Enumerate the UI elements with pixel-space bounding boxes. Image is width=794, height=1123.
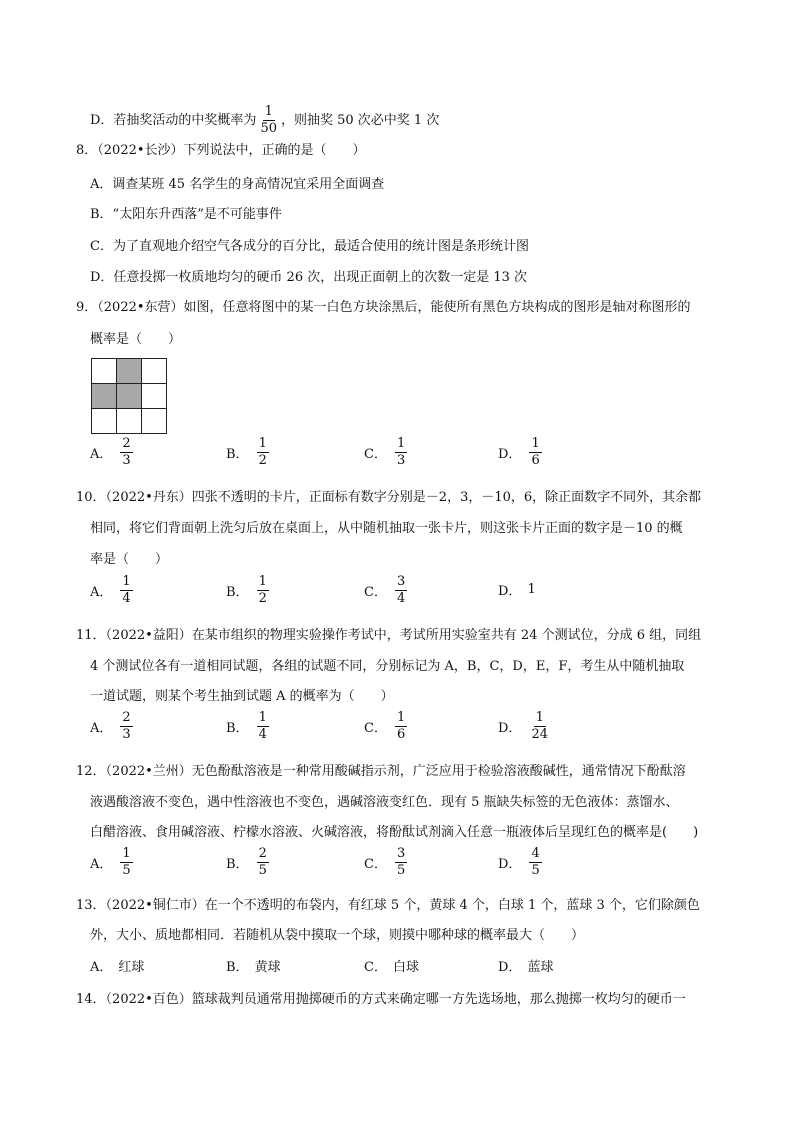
option-letter: C． xyxy=(364,585,387,600)
q11-stem-line2: 4 个测试位各有一道相同试题，各组的试题不同，分别标记为 A，B，C，D，E，F，考生从中随机抽取 xyxy=(90,659,685,674)
option-fraction xyxy=(529,846,541,879)
q10-stem-line1: 10．（2022•丹东）四张不透明的卡片，正面标有数字分别是－2，3，－10，6，除正面数字不同外，其余都 xyxy=(76,490,702,505)
fraction-numerator: 2 xyxy=(122,710,131,725)
fraction-numerator: 2 xyxy=(258,846,267,861)
option-letter: C． xyxy=(364,721,387,736)
option-letter: D． xyxy=(498,960,522,975)
fraction-denominator: 2 xyxy=(258,591,267,606)
q9-stem-line1: 9．（2022•东营）如图，任意将图中的某一白色方块涂黑后，能使所有黑色方块构成的图形是轴对称图形的 xyxy=(76,300,691,315)
q10-option-a xyxy=(90,574,135,607)
q8-option-c: C．为了直观地介绍空气各成分的百分比，最适合使用的统计图是条形统计图 xyxy=(90,239,529,254)
option-fraction xyxy=(257,846,269,879)
option-letter: A． xyxy=(90,721,113,736)
q13-option-a xyxy=(90,956,144,975)
q12-stem-line1: 12．（2022•兰州）无色酚酞溶液是一种常用酸碱指示剂，广泛应用于检验溶液酸碱性，通常情况下酚酞溶 xyxy=(76,764,686,779)
option-fraction xyxy=(120,436,132,469)
option-letter: B． xyxy=(226,585,249,600)
fraction-numerator: 4 xyxy=(531,846,540,861)
option-text: 1 xyxy=(527,582,536,597)
grid-cell-white xyxy=(142,359,167,384)
q11-stem-line1: 11．（2022•益阳）在某市组织的物理实验操作考试中，考试所用实验室共有 24 个测试位，分成 6 组，同组 xyxy=(76,628,702,643)
fraction-denominator: 5 xyxy=(258,863,267,878)
q13-option-c xyxy=(364,956,419,975)
q13-option-b xyxy=(226,956,281,975)
option-letter: B． xyxy=(226,960,249,975)
option-letter: A． xyxy=(90,585,113,600)
fraction-numerator: 1 xyxy=(531,436,540,451)
fraction-numerator: 1 xyxy=(396,710,406,725)
q12-stem-line3: 白醋溶液、食用碱溶液、柠檬水溶液、火碱溶液，将酚酞试剂滴入任意一瓶液体后呈现红色的概率是( ) xyxy=(90,825,699,840)
q7-d-suffix: ，则抽奖 50 次必中奖 1 次 xyxy=(280,113,440,128)
fraction-numerator: 1 xyxy=(258,436,267,451)
q9-grid-svg xyxy=(90,357,168,435)
option-text: 蓝球 xyxy=(527,960,554,975)
q11-stem-line3: 一道试题，则某个考生抽到试题 A 的概率为（ ） xyxy=(90,689,394,704)
q8-option-b: B．“太阳东升西落”是不可能事件 xyxy=(90,207,282,222)
fraction-numerator: 3 xyxy=(396,574,406,589)
fraction-numerator: 1 xyxy=(258,574,267,589)
fraction-denominator: 4 xyxy=(122,591,131,606)
grid-cell-white xyxy=(142,384,167,409)
grid-cell-shaded xyxy=(117,359,142,384)
q7-d-prefix: D．若抽奖活动的中奖概率为 xyxy=(90,113,257,128)
option-fraction xyxy=(257,574,269,607)
q8-option-a: A．调查某班 45 名学生的身高情况宜采用全面调查 xyxy=(90,177,385,192)
option-letter: D． xyxy=(498,721,522,736)
fraction-numerator: 3 xyxy=(396,846,406,861)
option-letter: C． xyxy=(364,447,387,462)
fraction-denominator: 50 xyxy=(260,121,277,136)
grid-cell-white xyxy=(142,409,167,434)
q9-grid-figure xyxy=(90,357,168,435)
fraction-denominator: 5 xyxy=(396,863,406,878)
option-letter: C． xyxy=(364,857,387,872)
fraction-numerator: 1 xyxy=(264,104,273,119)
option-letter: A． xyxy=(90,857,113,872)
q8-stem: 8．（2022•长沙）下列说法中，正确的是（ ） xyxy=(76,143,366,158)
q11-option-a xyxy=(90,710,135,743)
fraction-denominator: 3 xyxy=(122,727,131,742)
q12-option-b xyxy=(226,846,271,879)
fraction-numerator: 1 xyxy=(396,436,406,451)
option-fraction xyxy=(120,574,132,607)
q12-option-c xyxy=(364,846,409,879)
q11-option-b xyxy=(226,710,271,743)
option-letter: D． xyxy=(498,447,522,462)
q12-option-d xyxy=(498,846,544,879)
grid-cell-white xyxy=(92,359,117,384)
option-text: 黄球 xyxy=(254,960,281,975)
option-text: 红球 xyxy=(118,960,145,975)
option-letter: B． xyxy=(226,721,249,736)
q13-option-d xyxy=(498,956,553,975)
fraction-denominator: 2 xyxy=(258,453,267,468)
fraction-denominator: 6 xyxy=(531,453,540,468)
option-fraction xyxy=(529,710,550,743)
option-letter: A． xyxy=(90,447,113,462)
fraction-denominator: 24 xyxy=(531,727,548,742)
fraction-denominator: 6 xyxy=(396,727,406,742)
fraction-numerator: 1 xyxy=(535,710,544,725)
q9-option-c xyxy=(364,436,409,469)
q10-option-c xyxy=(364,574,409,607)
option-fraction xyxy=(395,846,407,879)
option-letter: A． xyxy=(90,960,113,975)
q9-option-b xyxy=(226,436,271,469)
option-fraction xyxy=(395,574,407,607)
fraction-numerator: 1 xyxy=(122,846,131,861)
option-letter: B． xyxy=(226,447,249,462)
q13-stem-line1: 13．（2022•铜仁市）在一个不透明的布袋内，有红球 5 个，黄球 4 个，白球 1 个，蓝球 3 个，它们除颜色 xyxy=(76,898,700,913)
option-text: 白球 xyxy=(392,960,419,975)
fraction-numerator: 2 xyxy=(122,436,131,451)
q12-option-a xyxy=(90,846,135,879)
fraction-numerator: 1 xyxy=(122,574,131,589)
option-fraction xyxy=(257,710,269,743)
grid-cell-shaded xyxy=(92,384,117,409)
q11-option-c xyxy=(364,710,409,743)
grid-cell-white xyxy=(117,409,142,434)
q11-option-d xyxy=(498,710,552,743)
option-fraction xyxy=(395,710,407,743)
q8-option-d: D．任意投掷一枚质地均匀的硬币 26 次，出现正面朝上的次数一定是 13 次 xyxy=(90,270,528,285)
q14-stem-line1: 14．（2022•百色）篮球裁判员通常用抛掷硬币的方式来确定哪一方先选场地，那么抛掷一枚均匀的硬币一 xyxy=(76,992,686,1007)
q13-stem-line2: 外，大小、质地都相同．若随机从袋中摸取一个球，则摸中哪种球的概率最大（ ） xyxy=(90,928,585,943)
fraction-denominator: 3 xyxy=(396,453,406,468)
q10-stem-line3: 率是（ ） xyxy=(90,552,169,567)
q7-d-fraction xyxy=(258,104,279,137)
option-fraction xyxy=(257,436,269,469)
option-letter: D． xyxy=(498,857,522,872)
q9-option-d xyxy=(498,436,544,469)
option-fraction xyxy=(120,846,132,879)
option-fraction xyxy=(120,710,132,743)
grid-cell-shaded xyxy=(117,384,142,409)
option-fraction xyxy=(395,436,407,469)
option-letter: D． xyxy=(498,584,522,599)
q10-stem-line2: 相同，将它们背面朝上洗匀后放在桌面上，从中随机抽取一张卡片，则这张卡片正面的数字是－10 的概 xyxy=(90,521,683,536)
fraction-denominator: 5 xyxy=(122,863,131,878)
fraction-denominator: 5 xyxy=(531,863,540,878)
q9-option-a xyxy=(90,436,135,469)
q7-option-d xyxy=(90,104,439,137)
q10-option-d xyxy=(498,580,536,599)
fraction-denominator: 4 xyxy=(258,727,267,742)
q9-stem-line2: 概率是（ ） xyxy=(90,332,182,347)
fraction-denominator: 3 xyxy=(122,453,131,468)
option-fraction xyxy=(529,436,541,469)
option-letter: B． xyxy=(226,857,249,872)
grid-cell-white xyxy=(92,409,117,434)
q12-stem-line2: 液遇酸溶液不变色，遇中性溶液也不变色，遇碱溶液变红色．现有 5 瓶缺失标签的无色液体：蒸馏水、 xyxy=(90,795,679,810)
fraction-numerator: 1 xyxy=(258,710,267,725)
fraction-denominator: 4 xyxy=(396,591,406,606)
option-letter: C． xyxy=(364,960,387,975)
q10-option-b xyxy=(226,574,271,607)
